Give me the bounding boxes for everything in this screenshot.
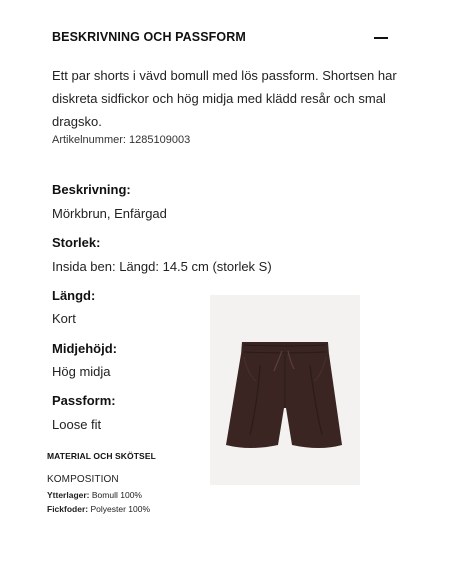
attribute-value-fit: Loose fit xyxy=(52,417,102,432)
composition-label: Ytterlager: xyxy=(47,490,90,500)
product-image[interactable] xyxy=(210,295,360,485)
attribute-label-fit: Passform: xyxy=(52,393,116,408)
material-section-title: MATERIAL OCH SKÖTSEL xyxy=(47,451,156,461)
attribute-value-description: Mörkbrun, Enfärgad xyxy=(52,206,167,221)
composition-row xyxy=(47,504,150,514)
section-title: BESKRIVNING OCH PASSFORM xyxy=(52,30,246,44)
attribute-value-size: Insida ben: Längd: 14.5 cm (storlek S) xyxy=(52,259,272,274)
attribute-label-size: Storlek: xyxy=(52,235,101,250)
composition-value: Polyester 100% xyxy=(90,504,151,514)
collapse-minus-icon[interactable] xyxy=(372,30,392,46)
attribute-label-length: Längd: xyxy=(52,288,96,303)
attribute-value-length: Kort xyxy=(52,311,76,326)
attribute-label-waist: Midjehöjd: xyxy=(52,341,117,356)
composition-row xyxy=(47,490,142,500)
article-number: Artikelnummer: 1285109003 xyxy=(52,134,191,146)
composition-label: Fickfoder: xyxy=(47,504,89,514)
shorts-illustration xyxy=(210,295,360,485)
attribute-label-description: Beskrivning: xyxy=(52,182,131,197)
product-description: Ett par shorts i vävd bomull med lös passform. Shortsen har diskreta sidfickor och hög midja med klädd resår och smal dragsko. xyxy=(52,68,397,129)
composition-value: Bomull 100% xyxy=(91,490,142,500)
attribute-value-waist: Hög midja xyxy=(52,364,111,379)
composition-title: KOMPOSITION xyxy=(47,474,119,485)
